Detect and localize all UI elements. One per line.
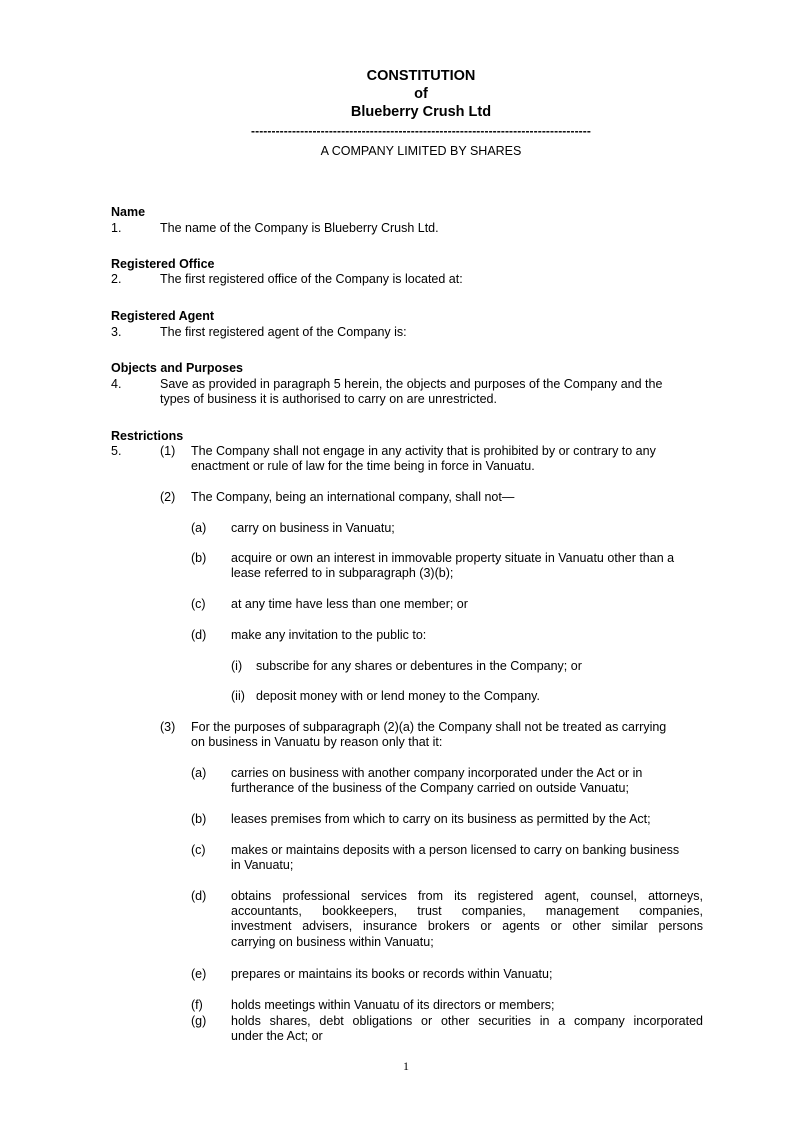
item-number-5-3-c: (c) [191, 843, 206, 857]
item-number-5-3-g: (g) [191, 1014, 207, 1028]
item-text-5-3-f: holds meetings within Vanuatu of its directors or members; [231, 998, 555, 1012]
clause-text-2: The first registered office of the Company is located at: [160, 272, 463, 286]
subclause-number-5-2: (2) [160, 490, 176, 504]
item-number-5-3-f: (f) [191, 998, 203, 1012]
item-text-5-3-e: prepares or maintains its books or records within Vanuatu; [231, 967, 553, 981]
item-text-5-3-b: leases premises from which to carry on its business as permitted by the Act; [231, 812, 651, 826]
subitem-number-i: (i) [231, 659, 243, 673]
subclause-text-5-3-line2: on business in Vanuatu by reason only that it: [191, 735, 443, 749]
title-divider: ----------------------------------------------------------------------------------- [251, 124, 591, 138]
item-text-5-2-d: make any invitation to the public to: [231, 628, 427, 642]
item-text-5-3-a-line1: carries on business with another company incorporated under the Act or in [231, 766, 643, 780]
page-number: 1 [403, 1059, 409, 1073]
document-subtitle: A COMPANY LIMITED BY SHARES [320, 144, 522, 158]
item-text-5-2-b-line2: lease referred to in subparagraph (3)(b); [231, 566, 454, 580]
company-name-title: Blueberry Crush Ltd [350, 104, 492, 120]
subclause-text-5-2: The Company, being an international company, shall not— [191, 490, 515, 504]
item-text-5-3-d-line1: obtains professional services from its registered agent, counsel, attorneys, [231, 889, 703, 903]
item-text-5-2-a: carry on business in Vanuatu; [231, 521, 395, 535]
item-number-5-3-b: (b) [191, 812, 207, 826]
clause-number-4: 4. [111, 377, 122, 391]
clause-number-1: 1. [111, 221, 122, 235]
clause-text-4-line2: types of business it is authorised to carry on are unrestricted. [160, 392, 497, 406]
item-text-5-3-d-line4: carrying on business within Vanuatu; [231, 935, 434, 949]
item-text-5-2-c: at any time have less than one member; or [231, 597, 468, 611]
subitem-text-ii: deposit money with or lend money to the Company. [256, 689, 540, 703]
item-number-5-3-a: (a) [191, 766, 207, 780]
item-text-5-3-g-line2: under the Act; or [231, 1029, 323, 1043]
item-text-5-3-c-line2: in Vanuatu; [231, 858, 294, 872]
item-number-5-2-d: (d) [191, 628, 207, 642]
clause-text-4-line1: Save as provided in paragraph 5 herein, the objects and purposes of the Company and the [160, 377, 663, 391]
document-title: CONSTITUTION [366, 68, 476, 84]
section-heading-name: Name [111, 205, 146, 219]
section-heading-objects: Objects and Purposes [111, 361, 243, 375]
item-text-5-3-a-line2: furtherance of the business of the Company carried on outside Vanuatu; [231, 781, 629, 795]
subclause-number-5-3: (3) [160, 720, 176, 734]
subitem-number-ii: (ii) [231, 689, 245, 703]
item-number-5-3-e: (e) [191, 967, 207, 981]
subclause-number-5-1: (1) [160, 444, 176, 458]
section-heading-office: Registered Office [111, 257, 215, 271]
clause-text-3: The first registered agent of the Company is: [160, 325, 407, 339]
clause-number-5: 5. [111, 444, 122, 458]
section-heading-restrictions: Restrictions [111, 429, 184, 443]
item-text-5-3-d-line3: investment advisers, insurance brokers or agents or other similar persons [231, 919, 703, 933]
item-text-5-2-b-line1: acquire or own an interest in immovable property situate in Vanuatu other than a [231, 551, 675, 565]
item-number-5-2-a: (a) [191, 521, 207, 535]
document-title-of: of [414, 86, 428, 102]
section-heading-agent: Registered Agent [111, 309, 215, 323]
clause-number-2: 2. [111, 272, 122, 286]
item-number-5-2-b: (b) [191, 551, 207, 565]
clause-text-1: The name of the Company is Blueberry Crush Ltd. [160, 221, 439, 235]
item-text-5-3-g-line1: holds shares, debt obligations or other securities in a company incorporated [231, 1014, 703, 1028]
subclause-text-5-1-line1: The Company shall not engage in any activity that is prohibited by or contrary to any [191, 444, 656, 458]
item-text-5-3-d-line2: accountants, bookkeepers, trust companies, management companies, [231, 904, 703, 918]
subclause-text-5-1-line2: enactment or rule of law for the time being in force in Vanuatu. [191, 459, 535, 473]
item-number-5-2-c: (c) [191, 597, 206, 611]
clause-number-3: 3. [111, 325, 122, 339]
subclause-text-5-3-line1: For the purposes of subparagraph (2)(a) the Company shall not be treated as carrying [191, 720, 667, 734]
item-number-5-3-d: (d) [191, 889, 207, 903]
item-text-5-3-c-line1: makes or maintains deposits with a person licensed to carry on banking business [231, 843, 680, 857]
subitem-text-i: subscribe for any shares or debentures in the Company; or [256, 659, 582, 673]
